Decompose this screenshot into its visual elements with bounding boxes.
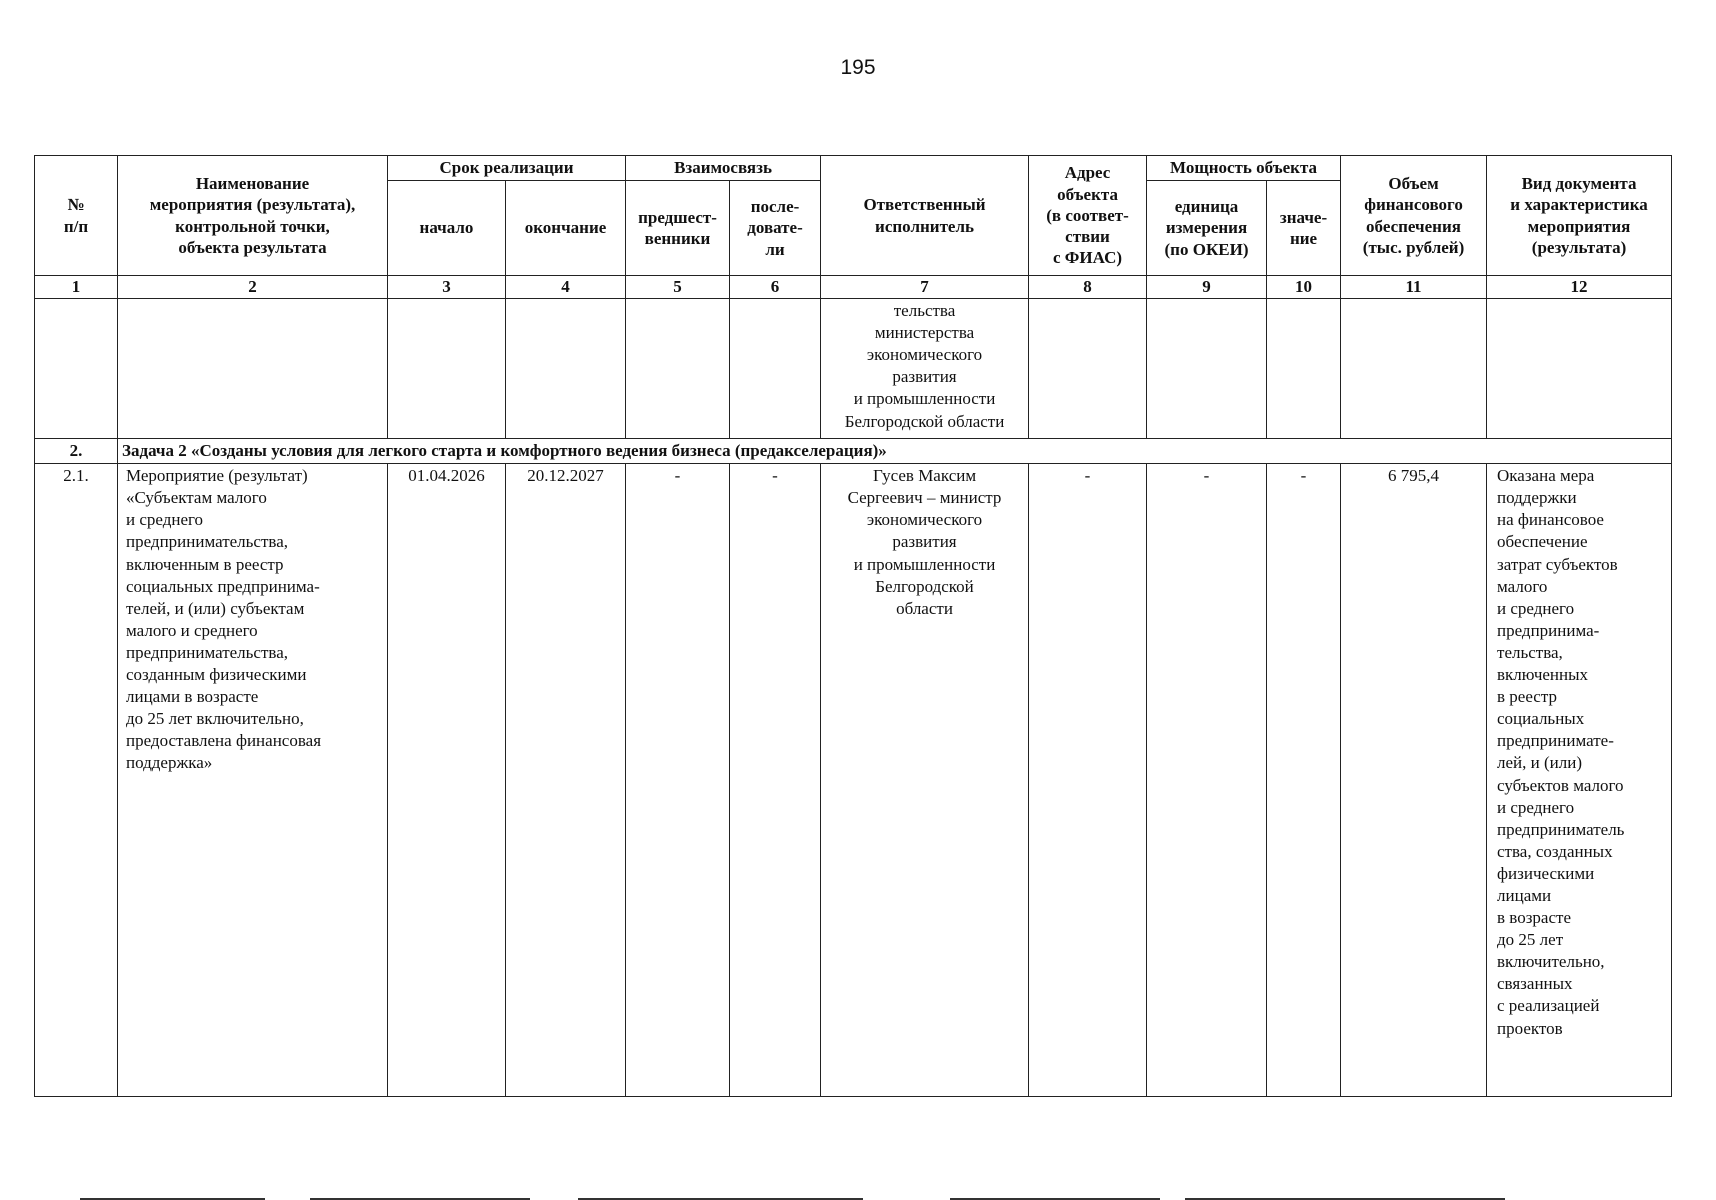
header-term-end: окончание (506, 181, 626, 276)
table-cell (118, 299, 388, 439)
row-num: 2.1. (35, 464, 118, 1097)
continuation-responsible: тельства министерства экономического развития и промышленности Белгородской области (821, 299, 1029, 439)
header-responsible: Ответственный исполнитель (821, 156, 1029, 276)
header-doc: Вид документа и характеристика мероприятия (результата) (1487, 156, 1672, 276)
row-start-date: 01.04.2026 (388, 464, 506, 1097)
table-cell (730, 299, 821, 439)
row-end-date: 20.12.2027 (506, 464, 626, 1097)
header-name: Наименование мероприятия (результата), контрольной точки, объекта результата (118, 156, 388, 276)
row-finance: 6 795,4 (1341, 464, 1487, 1097)
header-term-group: Срок реализации (388, 156, 626, 181)
header-link-group: Взаимосвязь (626, 156, 821, 181)
table-cell (388, 299, 506, 439)
row-unit: - (1147, 464, 1267, 1097)
header-term-start: начало (388, 181, 506, 276)
header-capacity-group: Мощность объекта (1147, 156, 1341, 181)
header-link-next: после- довате- ли (730, 181, 821, 276)
column-numbers-row (35, 276, 1672, 299)
column-number: 4 (506, 276, 626, 299)
row-document-type: Оказана мера поддержки на финансовое обеспечение затрат субъектов малого и среднего предпринима- тельства, включенных в реестр социальных предпринимате- лей, и (или) субъектов малого и среднего предприниматель ства, созданных физическими лицами в возрасте до 25 лет включительно, связанных с реализацией проектов (1487, 464, 1672, 1097)
task-num: 2. (35, 439, 118, 464)
table-cell (1267, 299, 1341, 439)
table-cell (1341, 299, 1487, 439)
column-number: 1 (35, 276, 118, 299)
row-name: Мероприятие (результат) «Субъектам малого и среднего предпринимательства, включенным в реестр социальных предпринима- телей, и (или) субъектам малого и среднего предпринимательства, созданным физическими лицами в возрасте до 25 лет включительно, предоставлена финансовая поддержка» (118, 464, 388, 1097)
continuation-row (35, 299, 1672, 439)
table-cell (35, 299, 118, 439)
task-title: Задача 2 «Созданы условия для легкого старта и комфортного ведения бизнеса (предакселерация)» (118, 439, 1672, 464)
table-cell (626, 299, 730, 439)
header-address: Адрес объекта (в соответ- ствии с ФИАС) (1029, 156, 1147, 276)
task-row (35, 439, 1672, 464)
column-number: 12 (1487, 276, 1672, 299)
header-finance: Объем финансового обеспечения (тыс. рублей) (1341, 156, 1487, 276)
table-cell (506, 299, 626, 439)
row-address: - (1029, 464, 1147, 1097)
header-capacity-value: значе- ние (1267, 181, 1341, 276)
column-number: 2 (118, 276, 388, 299)
column-number: 10 (1267, 276, 1341, 299)
action-plan-table (34, 155, 1672, 1097)
column-number: 8 (1029, 276, 1147, 299)
row-responsible: Гусев Максим Сергеевич – министр экономического развития и промышленности Белгородской области (821, 464, 1029, 1097)
header-capacity-unit: единица измерения (по ОКЕИ) (1147, 181, 1267, 276)
header-num: № п/п (35, 156, 118, 276)
column-number: 5 (626, 276, 730, 299)
header-link-prev: предшест- венники (626, 181, 730, 276)
row-predecessors: - (626, 464, 730, 1097)
column-number: 6 (730, 276, 821, 299)
row-value: - (1267, 464, 1341, 1097)
page-number: 195 (840, 56, 876, 79)
table-header (35, 156, 1672, 276)
table-cell (1147, 299, 1267, 439)
table-cell (1487, 299, 1672, 439)
column-number: 9 (1147, 276, 1267, 299)
column-number: 11 (1341, 276, 1487, 299)
column-number: 7 (821, 276, 1029, 299)
table-row (35, 464, 1672, 1097)
column-number: 3 (388, 276, 506, 299)
table-cell (1029, 299, 1147, 439)
row-successors: - (730, 464, 821, 1097)
